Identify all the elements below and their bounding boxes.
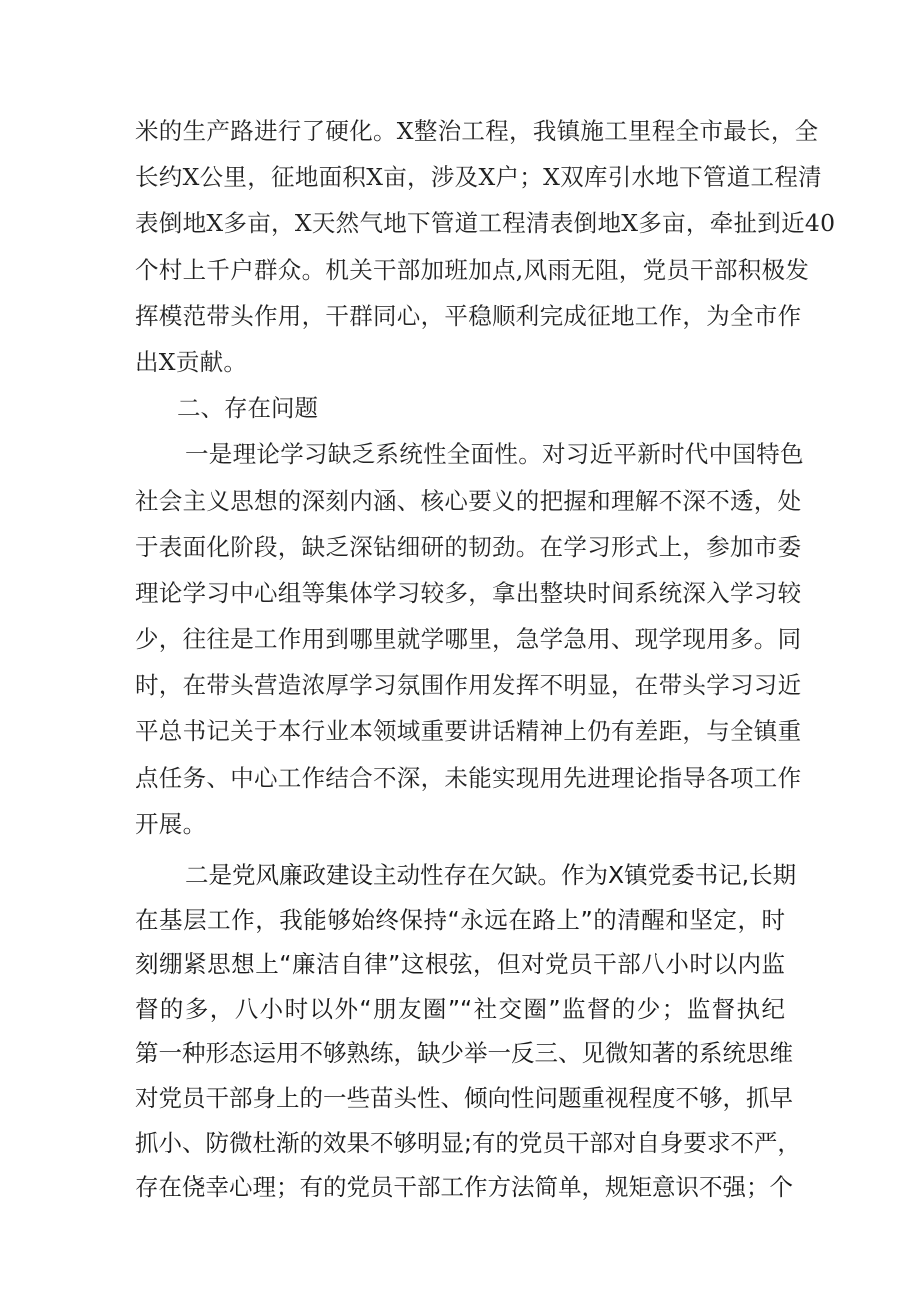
text-line: 出X贡献。 [135,347,248,376]
text-line: 对党员干部身上的一些苗头性、倾向性问题重视程度不够，抓早 [135,1083,793,1112]
text-line: 开展。 [135,809,207,838]
text-line: 挥模范带头作用，干群同心，平稳顺利完成征地工作，为全市作 [135,301,802,330]
text-line: 抓小、防微杜渐的效果不够明显;有的党员干部对自身要求不严， [135,1128,801,1157]
text-line: 理论学习中心组等集体学习较多，拿出整块时间系统深入学习较 [135,578,802,607]
text-line: 少，往往是工作用到哪里就学哪里，急学急用、现学现用多。同 [135,625,802,654]
paragraph-theory-study [135,431,804,847]
text-line: 在基层工作，我能够始终保持“永远在路上”的清醒和坚定，时 [135,905,785,934]
text-line: 于表面化阶段，缺乏深钻细研的韧劲。在学习形式上，参加市委 [135,532,802,561]
text-line: 米的生产路进行了硬化。X整治工程，我镇施工里程全市最长，全 [135,117,819,145]
text-line: 社会主义思想的深刻内涵、核心要义的把握和理解不深不透，处 [135,486,802,515]
paragraph-land-acquisition [135,108,836,385]
document-body [135,108,836,1210]
text-line: 一是理论学习缺乏系统性全面性。对习近平新时代中国特色 [185,440,804,469]
section-heading: 二、存在问题 [177,394,318,423]
text-line: 时，在带头营造浓厚学习氛围作用发挥不明显，在带头学习习近 [135,671,802,700]
paragraph-integrity [135,853,801,1210]
text-line: 点任务、中心工作结合不深，未能实现用先进理论指导各项工作 [135,763,802,792]
text-line: 第一种形态运用不够熟练，缺少举一反三、见微知著的系统思维 [135,1039,793,1068]
text-line: 存在侥幸心理；有的党员干部工作方法简单，规矩意识不强；个 [135,1173,793,1202]
text-line: 刻绷紧思想上“廉洁自律”这根弦，但对党员干部八小时以内监 [135,950,785,979]
text-line: 表倒地X多亩，X天然气地下管道工程清表倒地X多亩，牵扯到近40 [135,209,836,238]
text-line: 督的多，八小时以外“朋友圈”“社交圈”监督的少；监督执纪 [135,994,785,1023]
text-line: 二是党风廉政建设主动性存在欠缺。作为X镇党委书记,长期 [185,861,797,889]
text-line: 长约X公里，征地面积X亩，涉及X户；X双库引水地下管道工程清 [135,163,822,192]
text-line: 个村上千户群众。机关干部加班加点,风雨无阻，党员干部积极发 [135,255,810,284]
text-line: 平总书记关于本行业本领域重要讲话精神上仍有差距，与全镇重 [135,717,802,746]
